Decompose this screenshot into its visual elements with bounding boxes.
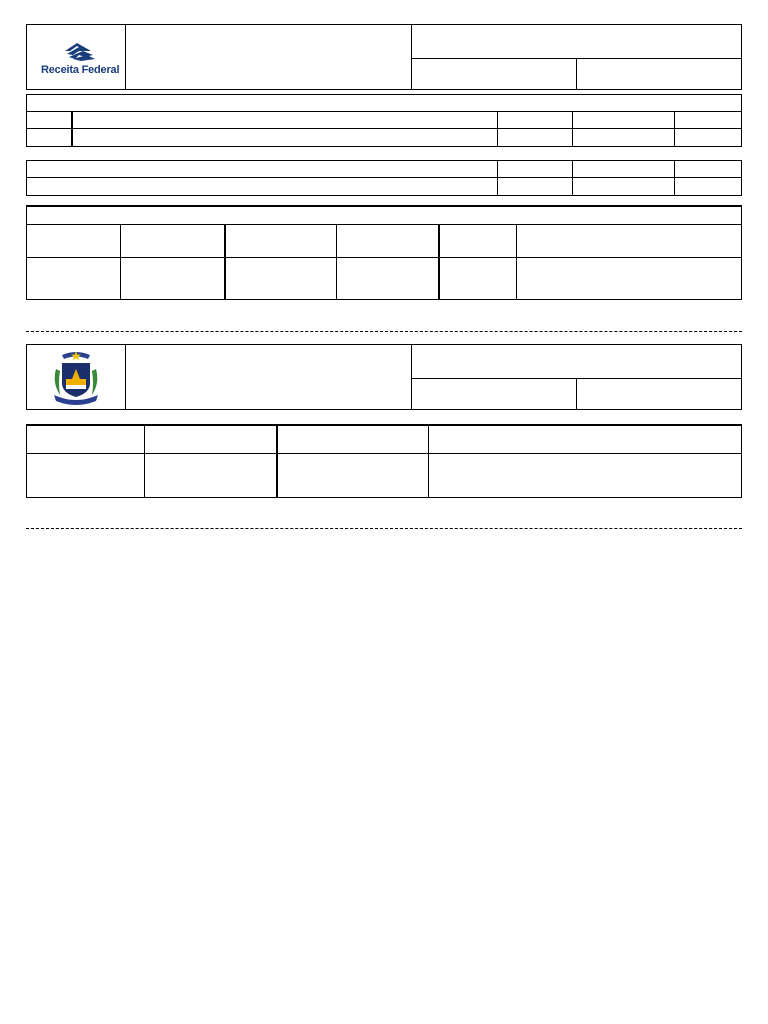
section-d-row-divider [26,453,742,454]
cut-line [26,331,742,332]
section-b-col-divider [674,160,675,196]
header-right-top-cell [411,344,742,379]
header-right-bottom-right-cell [576,58,742,90]
section-b-col-divider [497,160,498,196]
section-a-col-divider [71,111,73,147]
section-c-col-divider [516,224,517,300]
section-d-col-divider [276,424,278,498]
section-c-col-divider [120,224,121,300]
header-logo-cell [26,24,126,90]
section-a-row-divider-2 [26,128,742,129]
section-c-row-divider [26,257,742,258]
section-a-col-divider [674,111,675,147]
header-title-cell [125,344,412,410]
header-title-cell [125,24,412,90]
header-right-top-cell [411,24,742,59]
section-b-table [26,160,742,196]
section-a-table [26,94,742,147]
section-b-col-divider [572,160,573,196]
header-right-bottom-right-cell [576,378,742,410]
section-b-row-divider [26,177,742,178]
section-c-col-divider [438,224,440,300]
header-right-bottom-left-cell [411,58,577,90]
section-c-table [26,205,742,300]
cut-line [26,528,742,529]
section-c-col-divider [336,224,337,300]
section-d-table [26,424,742,498]
section-c-row-divider [26,224,742,225]
section-c-col-divider [224,224,226,300]
header-right-bottom-left-cell [411,378,577,410]
section-a-col-divider [497,111,498,147]
section-d-col-divider [144,424,145,498]
section-a-col-divider [572,111,573,147]
section-a-row-divider-1 [26,111,742,112]
header-seal-cell [26,344,126,410]
tocantins-state-seal-icon [48,347,104,407]
section-d-col-divider [428,424,429,498]
receita-federal-logo-text: Receita Federal [41,64,120,76]
